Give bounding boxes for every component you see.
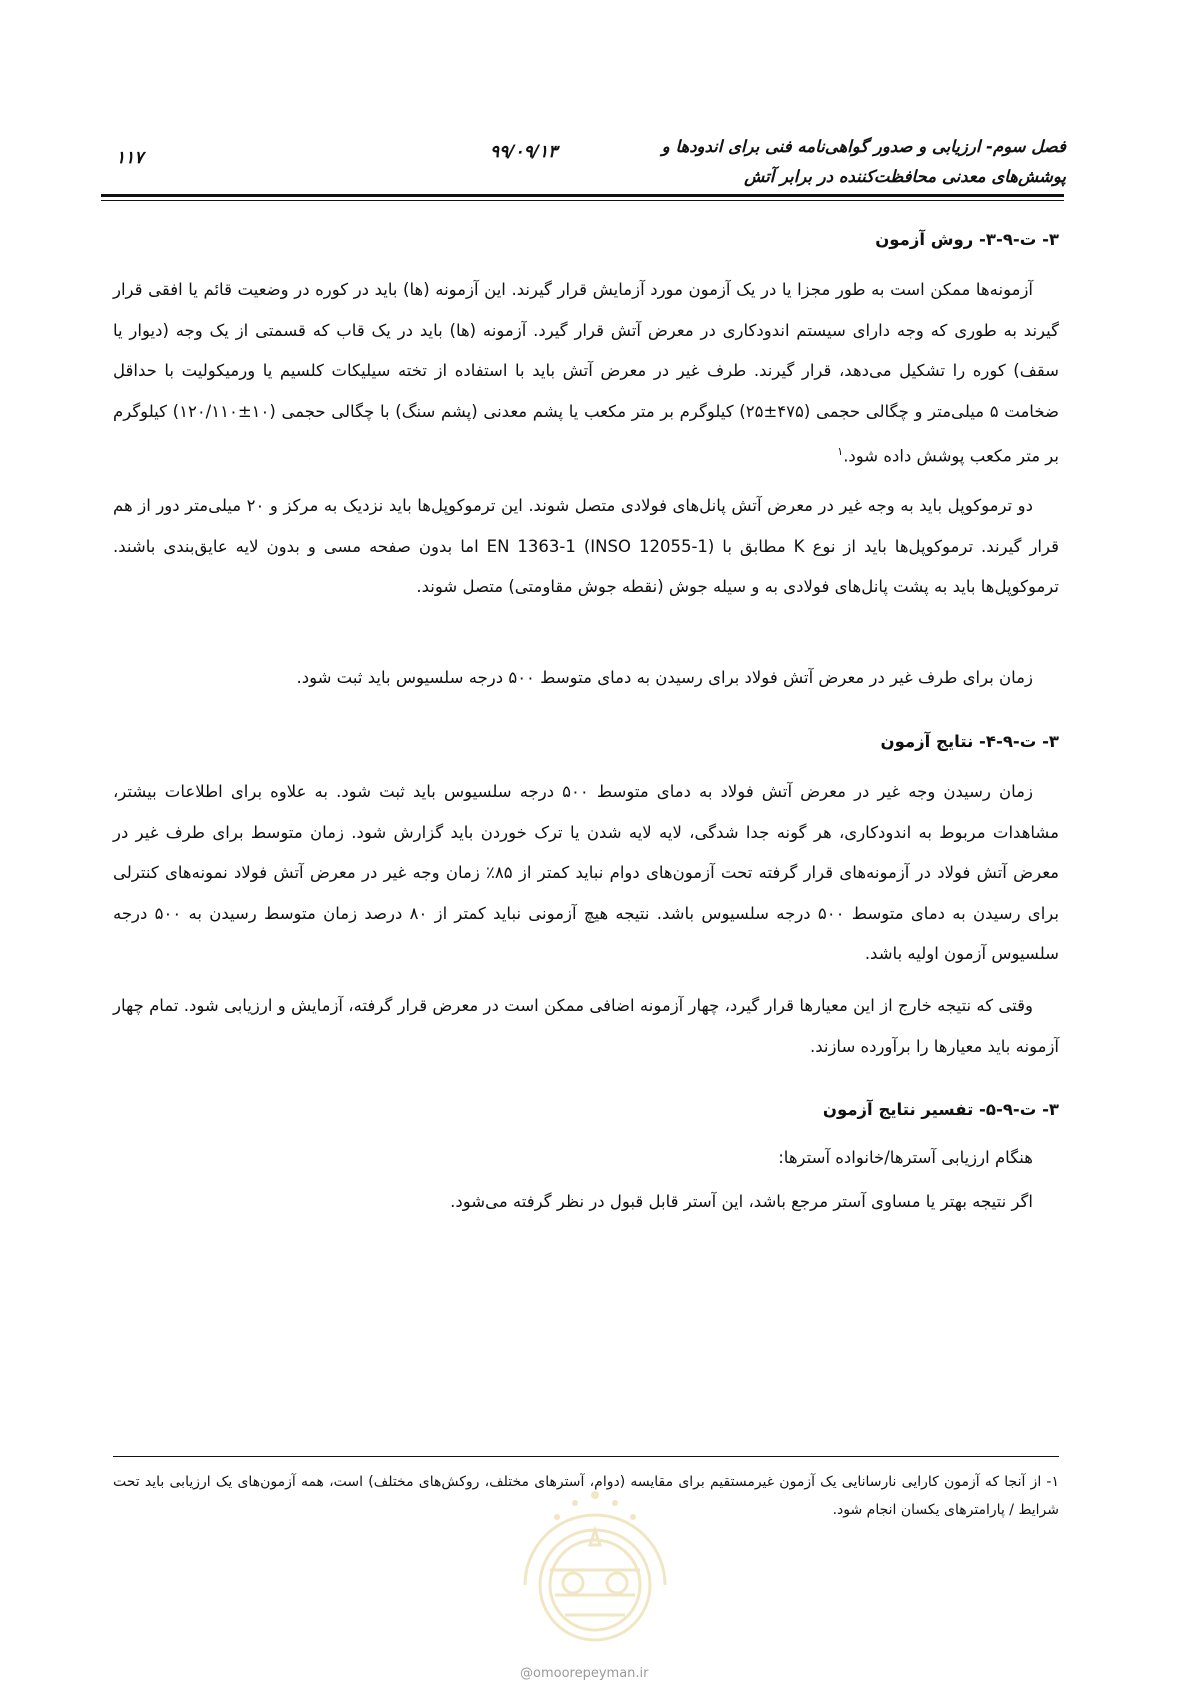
chapter-title [662, 132, 1066, 192]
interpretation-line-1: هنگام ارزیابی آسترها/خانواده آسترها: [778, 1148, 1033, 1167]
watermark-text: @omoorepeyman.ir [520, 1666, 649, 1681]
header-rule-thin [101, 200, 1064, 201]
paragraph-test-results-2: وقتی که نتیجه خارج از این معیارها قرار گیرد، چهار آزمونه اضافی ممکن است در معرض قرار گرفته، آزمایش و ارزیابی شود. تمام چهار آزمونه باید معیارها را برآورده سازند. [113, 996, 1059, 1056]
paragraph-test-method-1 [113, 270, 1059, 477]
section-heading-test-results: ۳- ت-۹-۴- نتایج آزمون [880, 732, 1059, 751]
page-number: ۱۱۷ [116, 148, 144, 168]
seal-logo-icon [505, 1475, 685, 1645]
footnote-ref: ۱ [837, 445, 844, 458]
chapter-title-line2: پوشش‌های معدنی محافظت‌کننده در برابر آتش [744, 167, 1066, 186]
footnote-rule [113, 1456, 1059, 1457]
paragraph-test-method-3: زمان برای طرف غیر در معرض آتش فولاد برای رسیدن به دمای متوسط ۵۰۰ درجه سلسیوس باید ثبت شود. [296, 668, 1033, 687]
paragraph-test-results-1: زمان رسیدن وجه غیر در معرض آتش فولاد به دمای متوسط ۵۰۰ درجه سلسیوس باید ثبت شود. به علاوه برای اطلاعات بیشتر، مشاهدات مربوط به اندودکاری، هر گونه جدا شدگی، لایه لایه شدن یا ترک خوردن باید گزارش شود. زمان متوسط برای طرف غیر در معرض آتش فولاد در آزمونه‌های قرار گرفته تحت آزمون‌های دوام نباید کمتر از ۸۵٪ زمان وجه غیر در معرض آتش فولاد نمونه‌های کنترلی برای رسیدن به دمای متوسط ۵۰۰ درجه سلسیوس باشد. نتیجه هیچ آزمونی نباید کمتر از ۸۰ درصد زمان متوسط رسیدن به ۵۰۰ درجه سلسیوس آزمون اولیه باشد. [113, 782, 1059, 963]
chapter-title-line1: فصل سوم- ارزیابی و صدور گواهی‌نامه فنی برای اندودها و [661, 137, 1066, 156]
section-heading-test-method: ۳- ت-۹-۳- روش آزمون [875, 230, 1059, 249]
footnote: ۱- از آنجا که آزمون کارایی نارسانایی یک آزمون غیرمستقیم برای مقایسه (دوام، آسترهای مختلف، روکش‌های مختلف) است، همه آزمون‌های یک ارزیابی باید تحت شرایط / پارامترهای یکسان انجام شود. [113, 1474, 1059, 1518]
section-heading-results-interpretation: ۳- ت-۹-۵- تفسیر نتایج آزمون [822, 1100, 1059, 1119]
paragraph-test-method-2: دو ترموکوپل باید به وجه غیر در معرض آتش پانل‌های فولادی متصل شوند. این ترموکوپل‌ها باید نزدیک به مرکز و ۲۰ میلی‌متر دور از هم قرار گیرند. ترموکوپل‌ها باید از نوع K مطابق با (INSO 12055-1) EN 1363-1 اما بدون صفحه مسی و بدون لایه عایق‌بندی باشند. ترموکوپل‌ها باید به پشت پانل‌های فولادی به و سیله جوش (نقطه جوش مقاومتی) متصل شوند. [113, 496, 1060, 596]
header-date: ۹۹/۰۹/۱۳ [490, 142, 558, 162]
paragraph-text: آزمونه‌ها ممکن است به طور مجزا یا در یک آزمون مورد آزمایش قرار گیرند. این آزمونه (ها) باید در کوره در وضعیت قائم یا افقی قرار گیرند به طوری که وجه دارای سیستم اندودکاری در معرض آتش قرار گیرد. آزمونه (ها) باید در یک قاب که قسمتی از یک وجه (دیوار یا سقف) کوره را تشکیل می‌دهد، قرار گیرند. طرف غیر در معرض آتش باید با استفاده از تخته سیلیکات کلسیم یا ورمیکولیت با حداقل ضخامت ۵ میلی‌متر و چگالی حجمی (۴۷۵±۲۵) کیلوگرم بر متر مکعب یا پشم معدنی (پشم سنگ) با چگالی حجمی (۱۰±۱۲۰/۱۱۰) کیلوگرم بر متر مکعب پوشش داده شود. [113, 280, 1059, 466]
interpretation-line-2: اگر نتیجه بهتر یا مساوی آستر مرجع باشد، این آستر قابل قبول در نظر گرفته می‌شود. [450, 1192, 1033, 1211]
header-rule-thick [101, 194, 1064, 197]
